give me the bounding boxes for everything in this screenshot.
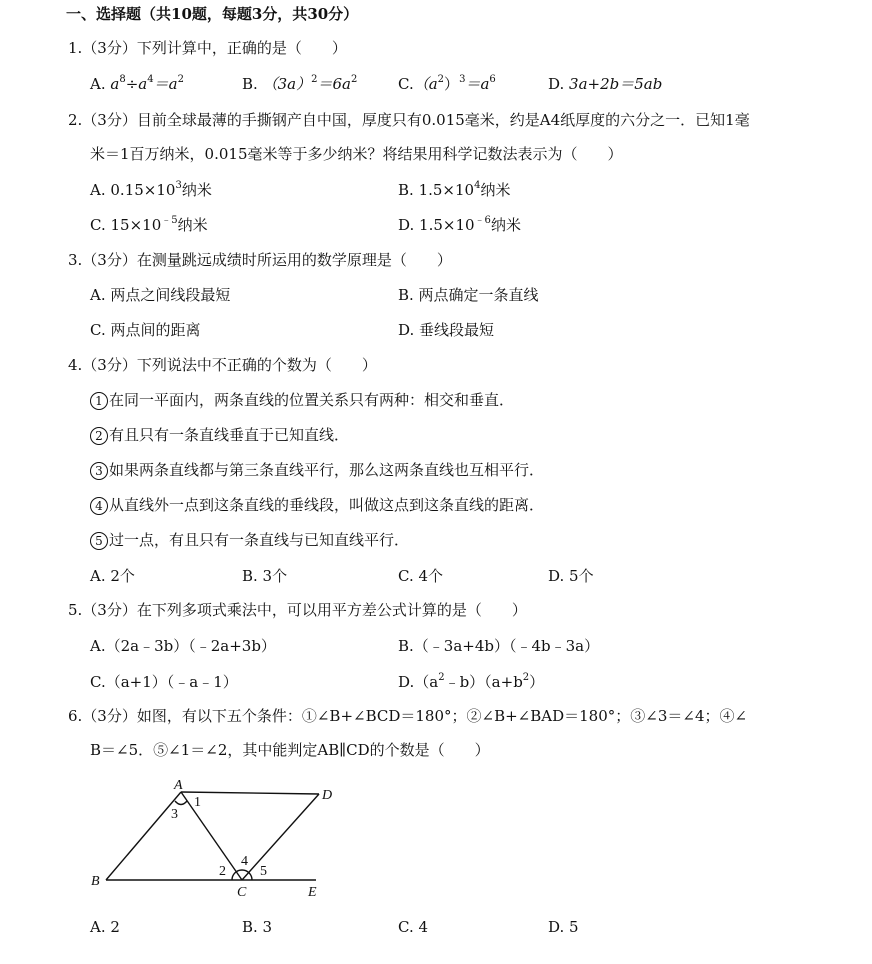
- q1-option-a: A. $a^8\div a^4=a^2$: [90, 74, 184, 93]
- label-a: A: [174, 778, 183, 793]
- question-6-stem-line1: 6.（3分）如图，有以下五个条件：①∠B+∠BCD＝180°；②∠B+∠BAD＝180°；③∠3＝∠4；④∠: [68, 707, 748, 725]
- q1-option-c: $C.(a^2)^3=a^6$: [398, 74, 496, 93]
- q5-option-d: $D.(a^2﹣b)(a+b^2)$: [398, 672, 545, 691]
- q4-statement-1: 1 在同一平面内，两条直线的位置关系只有两种：相交和垂直．: [90, 390, 514, 410]
- q6-option-a: A. 2: [90, 918, 120, 936]
- question-3-stem: 3.（3分）在测量跳远成绩时所运用的数学原理是（ ）: [68, 251, 452, 269]
- question-4-stem: 4.（3分）下列说法中不正确的个数为（ ）: [68, 356, 377, 374]
- q1-option-b: B. $(3a)^2=6a^2$: [242, 74, 358, 93]
- angle-label-1: 1: [194, 795, 201, 810]
- q4-option-b: B. 3个: [242, 567, 288, 585]
- q4-option-a: A. 2个: [90, 567, 135, 585]
- q6-option-b: B. 3: [242, 918, 273, 936]
- section-title: 一、选择题（共10题，每题3分，共30分）: [66, 5, 359, 23]
- angle-label-3: 3: [171, 807, 178, 822]
- q3-option-b: B. 两点确定一条直线: [398, 286, 539, 304]
- angle-label-5: 5: [260, 864, 267, 879]
- geometry-figure: [84, 772, 344, 902]
- q2-option-c: C. $15\times 10^{﹣5}$纳米: [90, 215, 208, 234]
- segment-ab: [106, 792, 181, 880]
- q3-option-d: D. 垂线段最短: [398, 321, 495, 339]
- q6-option-d: D. 5: [548, 918, 579, 936]
- q4-option-c: C. 4个: [398, 567, 444, 585]
- q5-option-a: A.（2a﹣3b）（﹣2a+3b）: [90, 637, 276, 655]
- question-1-stem: 1.（3分）下列计算中，正确的是（ ）: [68, 39, 347, 57]
- label-c: C: [237, 885, 247, 900]
- label-d: D: [322, 788, 333, 803]
- q4-statement-2: 2 有且只有一条直线垂直于已知直线．: [90, 425, 349, 445]
- q3-option-c: C. 两点间的距离: [90, 321, 201, 339]
- question-5-stem: 5.（3分）在下列多项式乘法中，可以用平方差公式计算的是（ ）: [68, 601, 527, 619]
- segment-ac: [181, 792, 242, 880]
- q1-option-d: D. 3a+2b＝5ab: [548, 75, 663, 93]
- q4-statement-3: 3 如果两条直线都与第三条直线平行，那么这两条直线也互相平行．: [90, 460, 544, 480]
- question-6-stem-line2: B＝∠5．⑤∠1＝∠2，其中能判定AB∥CD的个数是（ ）: [90, 741, 490, 759]
- angle-label-4: 4: [241, 854, 248, 869]
- q2-option-d: D. $1.5\times 10^{﹣6}$纳米: [398, 215, 521, 234]
- angle-label-2: 2: [219, 864, 226, 879]
- question-2-stem-line2: 米＝1百万纳米，0.015毫米等于多少纳米？将结果用科学记数法表示为（ ）: [90, 145, 623, 163]
- q4-statement-5: 5 过一点，有且只有一条直线与已知直线平行．: [90, 530, 409, 550]
- angle-arc-at-a: [175, 801, 187, 805]
- q2-option-b: B. $1.5\times 10^4$纳米: [398, 180, 511, 199]
- segment-ad: [181, 792, 319, 794]
- q3-option-a: A. 两点之间线段最短: [90, 286, 231, 304]
- label-e: E: [308, 885, 317, 900]
- q5-option-b: B.（﹣3a+4b）（﹣4b﹣3a）: [398, 637, 600, 655]
- q4-option-d: D. 5个: [548, 567, 594, 585]
- label-b: B: [91, 874, 100, 889]
- q2-option-a: A. $0.15\times 10^3$纳米: [90, 180, 212, 199]
- segment-cd: [242, 794, 319, 880]
- q4-statement-4: 4 从直线外一点到这条直线的垂线段，叫做这点到这条直线的距离．: [90, 495, 544, 515]
- q6-option-c: C. 4: [398, 918, 429, 936]
- q5-option-c: C.（a+1）（﹣a﹣1）: [90, 673, 238, 691]
- question-2-stem-line1: 2.（3分）目前全球最薄的手撕钢产自中国，厚度只有0.015毫米，约是A4纸厚度的六分之一．已知1毫: [68, 111, 750, 129]
